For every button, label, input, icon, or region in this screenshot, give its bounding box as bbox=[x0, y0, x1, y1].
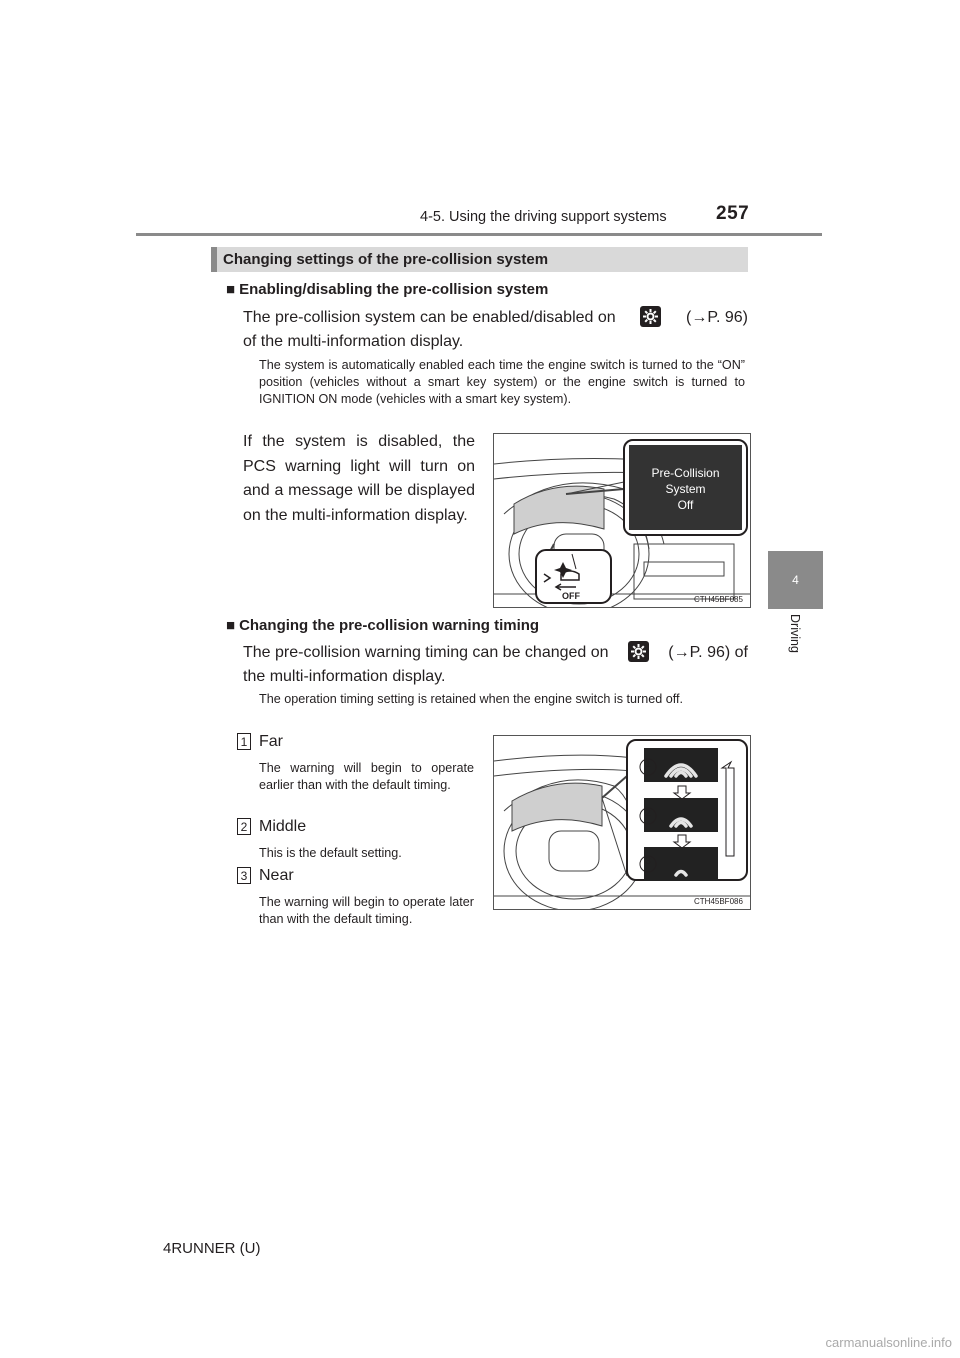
chapter-tab[interactable]: 4 bbox=[768, 551, 823, 609]
pcs-off-screen bbox=[630, 465, 741, 513]
footer-model: 4RUNNER (U) bbox=[163, 1240, 261, 1257]
chapter-label bbox=[768, 614, 823, 674]
section-title: Changing settings of the pre-collision system bbox=[223, 251, 549, 268]
enable-heading bbox=[226, 281, 548, 298]
timing-page-ref[interactable]: (→P. 96) of bbox=[668, 644, 748, 661]
enable-line1: The pre-collision system can be enabled/disabled on bbox=[243, 309, 616, 326]
item-desc-near: The warning will begin to operate later than with the default timing. bbox=[259, 895, 474, 926]
watermark[interactable]: carmanualsonline.info bbox=[825, 1335, 952, 1350]
settings-icon bbox=[628, 641, 649, 662]
dashboard-illustration bbox=[494, 434, 750, 607]
item-number-1: 1 bbox=[237, 733, 251, 750]
square-bullet-icon: ■ bbox=[226, 617, 236, 634]
square-bullet-icon: ■ bbox=[226, 281, 236, 298]
screen-line-3: Off bbox=[677, 498, 694, 512]
enable-page-ref[interactable]: (→P. 96) bbox=[686, 309, 748, 326]
header-rule bbox=[136, 233, 822, 236]
screen-line-1: Pre-Collision bbox=[651, 466, 720, 480]
pcs-off-indicator-label: OFF bbox=[562, 591, 580, 601]
item-desc-middle: This is the default setting. bbox=[259, 846, 402, 860]
timing-label-1: 1 bbox=[645, 759, 651, 770]
chapter-label-text: Driving bbox=[788, 614, 802, 653]
pcs-off-figure bbox=[493, 433, 751, 608]
timing-line1: The pre-collision warning timing can be changed on bbox=[243, 644, 609, 661]
timing-illustration bbox=[494, 736, 750, 909]
timing-paragraph bbox=[243, 641, 748, 689]
item-desc-far: The warning will begin to operate earlier than with the default timing. bbox=[259, 761, 474, 792]
section-breadcrumb: 4-5. Using the driving support systems bbox=[420, 209, 667, 225]
settings-icon bbox=[640, 306, 661, 327]
timing-label-2: 2 bbox=[645, 808, 651, 819]
timing-label-3: 3 bbox=[645, 856, 651, 867]
timing-note: The operation timing setting is retained when the engine switch is turned off. bbox=[259, 692, 684, 706]
timing-line2: the multi-information display. bbox=[243, 668, 446, 685]
page-number: 257 bbox=[716, 203, 750, 224]
timing-heading-text: Changing the pre-collision warning timing bbox=[239, 617, 540, 634]
enable-heading-text: Enabling/disabling the pre-collision system bbox=[239, 281, 549, 298]
screen-line-2: System bbox=[665, 482, 706, 496]
item-number-2: 2 bbox=[237, 818, 251, 835]
enable-paragraph bbox=[243, 306, 748, 354]
enable-note: The system is automatically enabled each time the engine switch is turned to the “ON” position (vehicles without a smart key system) or the engine switch is turned to IGNITION ON mode (vehicles with a smart key system). bbox=[259, 358, 745, 406]
disabled-text: If the system is disabled, the PCS warning light will turn on and a message will be displayed on the multi-information display. bbox=[243, 433, 475, 524]
timing-figure bbox=[493, 735, 751, 910]
enable-line2: of the multi-information display. bbox=[243, 333, 464, 350]
item-title-far: Far bbox=[259, 733, 283, 750]
figure-code: CTH45BF085 bbox=[694, 595, 743, 604]
timing-heading bbox=[226, 617, 539, 634]
item-number-3: 3 bbox=[237, 867, 251, 884]
item-title-middle: Middle bbox=[259, 818, 307, 835]
item-title-near: Near bbox=[259, 867, 294, 884]
figure-code: CTH45BF086 bbox=[694, 897, 743, 906]
